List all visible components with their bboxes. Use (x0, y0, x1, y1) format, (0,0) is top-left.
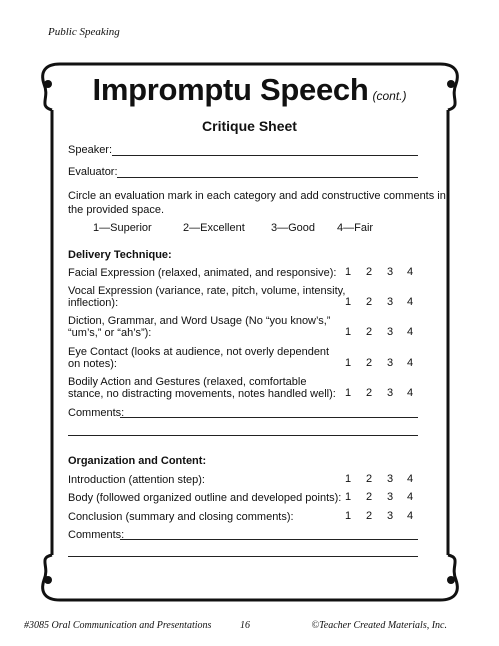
rating-option[interactable]: 1 (344, 387, 352, 399)
rating-option[interactable]: 4 (406, 296, 414, 308)
delivery-item-diction: Diction, Grammar, and Word Usage (No “you know’s,” (68, 315, 331, 327)
rating-option[interactable]: 4 (406, 491, 414, 503)
delivery-comments-field[interactable] (120, 417, 418, 418)
scale-superior: 1—Superior (93, 222, 152, 234)
page-title (0, 72, 499, 108)
speaker-field[interactable] (112, 155, 418, 156)
delivery-item-diction-cont: “um’s,” or “ah’s”): (68, 327, 152, 339)
footer-left: #3085 Oral Communication and Presentations (24, 620, 212, 631)
page-number: 16 (240, 620, 250, 631)
subtitle: Critique Sheet (202, 118, 297, 134)
rating-option[interactable]: 2 (365, 326, 373, 338)
rating-option[interactable]: 1 (344, 491, 352, 503)
organization-comments-field[interactable] (120, 539, 418, 540)
rating-option[interactable]: 2 (365, 473, 373, 485)
instructions-line-2: the provided space. (68, 204, 165, 216)
rating-option[interactable]: 3 (386, 326, 394, 338)
rating-option[interactable]: 3 (386, 296, 394, 308)
organization-item-introduction: Introduction (attention step): (68, 474, 205, 486)
evaluator-field[interactable] (117, 177, 418, 178)
delivery-comments-label: Comments: (68, 407, 125, 419)
rating-option[interactable]: 2 (365, 266, 373, 278)
rating-option[interactable]: 3 (386, 510, 394, 522)
organization-heading: Organization and Content: (68, 455, 207, 467)
rating-option[interactable]: 1 (344, 326, 352, 338)
delivery-comments-field-2[interactable] (68, 435, 418, 436)
rating-option[interactable]: 1 (344, 296, 352, 308)
delivery-item-vocal-cont: inflection): (68, 297, 119, 309)
corner-ornament-bl (44, 576, 52, 584)
title-main: Impromptu Speech (92, 72, 369, 107)
scale-good: 3—Good (271, 222, 316, 234)
rating-option[interactable]: 2 (365, 510, 373, 522)
rating-option[interactable]: 2 (365, 357, 373, 369)
title-suffix: (cont.) (372, 89, 407, 103)
rating-option[interactable]: 3 (386, 473, 394, 485)
organization-comments-label: Comments: (68, 529, 125, 541)
organization-comments-field-2[interactable] (68, 556, 418, 557)
scale-fair: 4—Fair (337, 222, 374, 234)
corner-ornament-br (447, 576, 455, 584)
rating-option[interactable]: 4 (406, 510, 414, 522)
rating-option[interactable]: 4 (406, 473, 414, 485)
delivery-heading: Delivery Technique: (68, 249, 172, 261)
delivery-item-facial: Facial Expression (relaxed, animated, and responsive): (68, 267, 337, 279)
rating-option[interactable]: 3 (386, 266, 394, 278)
rating-option[interactable]: 2 (365, 387, 373, 399)
rating-option[interactable]: 4 (406, 357, 414, 369)
rating-option[interactable]: 4 (406, 266, 414, 278)
rating-option[interactable]: 2 (365, 491, 373, 503)
scale-excellent: 2—Excellent (183, 222, 245, 234)
rating-option[interactable]: 3 (386, 357, 394, 369)
rating-option[interactable]: 3 (386, 387, 394, 399)
footer-right: ©Teacher Created Materials, Inc. (311, 620, 447, 631)
delivery-item-eye-contact-cont: on notes): (68, 358, 117, 370)
rating-option[interactable]: 4 (406, 387, 414, 399)
speaker-label: Speaker: (68, 144, 113, 156)
delivery-item-vocal: Vocal Expression (variance, rate, pitch, volume, intensity, (68, 285, 346, 297)
delivery-item-bodily-action: Bodily Action and Gestures (relaxed, comfortable (68, 376, 307, 388)
running-header: Public Speaking (48, 26, 120, 38)
rating-option[interactable]: 4 (406, 326, 414, 338)
delivery-item-bodily-action-cont: stance, no distracting movements, notes handled well): (68, 388, 336, 400)
rating-option[interactable]: 1 (344, 473, 352, 485)
evaluator-label: Evaluator: (68, 166, 118, 178)
instructions-line-1: Circle an evaluation mark in each category and add constructive comments in (68, 190, 446, 202)
organization-item-body: Body (followed organized outline and developed points): (68, 492, 342, 504)
rating-option[interactable]: 1 (344, 510, 352, 522)
rating-option[interactable]: 1 (344, 266, 352, 278)
rating-option[interactable]: 2 (365, 296, 373, 308)
organization-item-conclusion: Conclusion (summary and closing comments): (68, 511, 294, 523)
delivery-item-eye-contact: Eye Contact (looks at audience, not overly dependent (68, 346, 330, 358)
rating-option[interactable]: 1 (344, 357, 352, 369)
rating-option[interactable]: 3 (386, 491, 394, 503)
